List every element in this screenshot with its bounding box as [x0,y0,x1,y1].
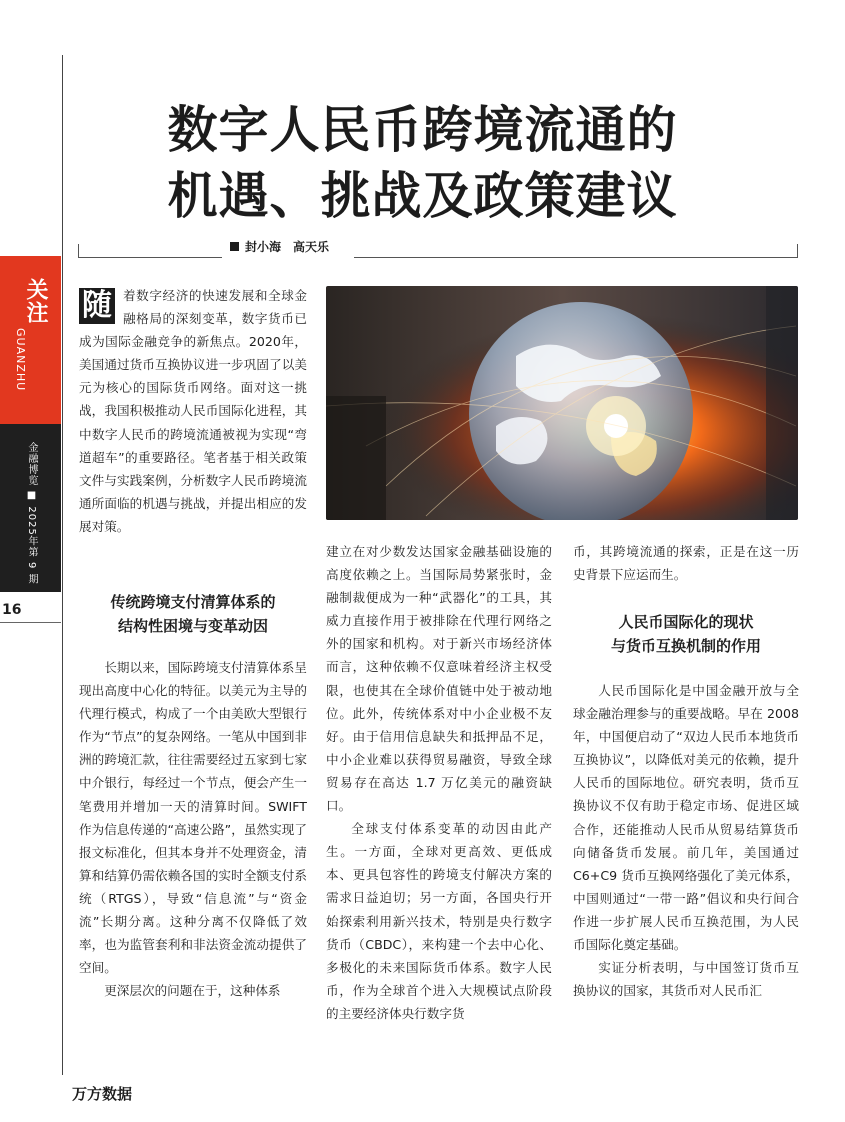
section-tab [0,256,61,424]
square-bullet-icon [230,242,239,251]
section1-heading-line2: 结构性困境与变革动因 [117,617,268,635]
drop-cap: 随 [79,288,115,324]
section1-heading [79,590,307,638]
section2-body [573,679,799,1002]
intro-text: 着数字经济的快速发展和全球金融格局的深刻变革，数字货币已成为国际金融竞争的新焦点。2020年，美国通过货币互换协议进一步巩固了以美元为核心的国际货币网络。面对这一挑战，我国积极推动人民币国际化进程，其中数字人民币的跨境流通被视为实现“弯道超车”的重要路径。笔者基于相关政策文件与实践案例，分析数字人民币跨境流通所面临的机遇与挑战，并提出相应的发展对策。 [79,288,307,534]
section-label-en: GUANZHU [14,328,27,392]
globe-photo [326,286,798,520]
section-label: 关注 [23,278,48,324]
page-number: 16 [2,602,22,618]
section1-paragraph-2: 更深层次的问题在于，这种体系 [104,983,281,999]
author-names: 封小海 高天乐 [245,240,330,254]
column3-top [573,540,799,586]
article-title-line2: 机遇、挑战及政策建议 [167,166,678,225]
section1-paragraph-1: 长期以来，国际跨境支付清算体系呈现出高度中心化的特征。以美元为主导的代理行模式，构成了一个由美欧大型银行作为“节点”的复杂网络。一笔从中国到非洲的跨境汇款，往往需要经过五家到七家中介银行，每经过一个节点，便会产生一笔费用并增加一天的清算时间。SWIFT 作为信息传递的“高速公路”，虽然实现了报文标准化，但其本身并不处理资金，清算和结算仍需依赖各国的实时全额支付系统（RTGS），导致“信息流”与“资金流”长期分离。这种分离不仅降低了效率，也为监管套利和非法资金流动提供了空间。 [79,660,307,976]
section2-heading [573,610,799,658]
column2-paragraph-2: 全球支付体系变革的动因由此产生。一方面，全球对更高效、更低成本、更具包容性的跨境支付解决方案的需求日益迫切；另一方面，各国央行开始探索利用新兴技术，特别是央行数字货币（CBDC），来构建一个去中心化、多极化的未来国际货币体系。数字人民币，作为全球首个进入大规模试点阶段的主要经济体央行数字货 [326,821,552,1021]
section1-body [79,656,307,1002]
section2-heading-line1: 人民币国际化的现状 [618,613,754,631]
column2-body [326,540,552,1025]
issue-label: 金融博览 ■ 2025年第 9 期 [26,442,37,585]
section2-heading-line2: 与货币互换机制的作用 [610,637,761,655]
article-title-line1: 数字人民币跨境流通的 [167,100,678,159]
byline-bar [78,238,798,258]
intro-paragraph [79,284,307,538]
issue-tab [0,424,61,592]
page-number-rule [0,622,61,623]
column2-paragraph-1: 建立在对少数发达国家金融基础设施的高度依赖之上。当国际局势紧张时，金融制裁便成为一种“武器化”的工具，其威力直接作用于被排除在代理行网络之外的国家和机构。对于新兴市场经济体而言，这种依赖不仅意味着经济主权受限，也使其在全球价值链中处于被动地位。此外，传统体系对中小企业极不友好。由于信用信息缺失和抵押品不足，中小企业难以获得贸易融资，导致全球贸易存在高达 1.7 万亿美元的融资缺口。 [326,544,552,814]
column3-paragraph-1: 币，其跨境流通的探索，正是在这一历史背景下应运而生。 [573,544,799,583]
byline [230,238,329,255]
section2-paragraph-2: 实证分析表明，与中国签订货币互换协议的国家，其货币对人民币汇 [573,960,799,999]
section1-heading-line1: 传统跨境支付清算体系的 [110,593,276,611]
watermark-footer: 万方数据 [72,1085,133,1103]
section2-paragraph-1: 人民币国际化是中国金融开放与全球金融治理参与的重要战略。早在 2008 年，中国便启动了“双边人民币本地货币互换协议”，以降低对美元的依赖，提升人民币的国际地位。研究表明，货币互换协议不仅有助于稳定市场、促进区域合作，还能推动人民币从贸易结算货币向储备货币发展。前几年，美国通过 C6+C9 货币互换网络强化了美元体系，中国则通过“一带一路”倡议和央行间合作进一步扩展人民币互换范围，为人民币国际化奠定基础。 [573,683,799,953]
